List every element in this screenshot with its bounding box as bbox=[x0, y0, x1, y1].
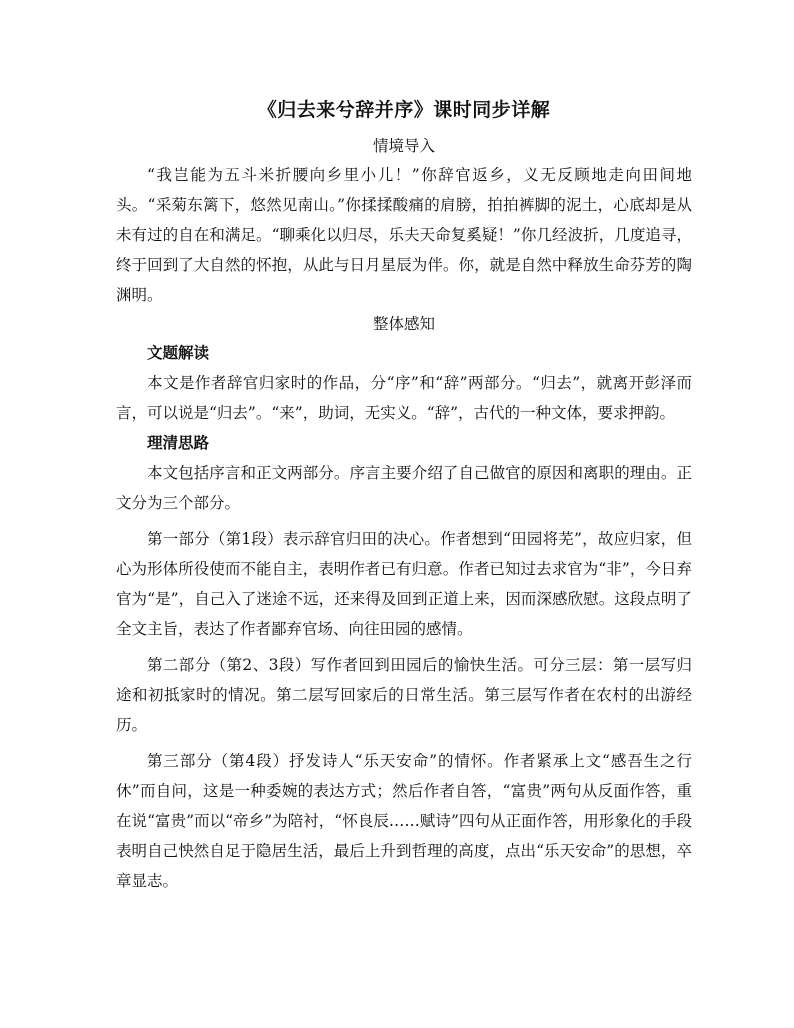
document-title: 《归去来兮辞并序》课时同步详解 bbox=[257, 99, 551, 121]
structure-paragraph-2: 第一部分（第1段）表示辞官归田的决心。作者想到“田园将芜”，故应归家，但心为形体所役使而不能自主，表明作者已有归意。作者已知过去求官为“非”，今日弃官为“是”，自己入了迷途不远，还来得及回到正道上来，因而深感欣慰。这段点明了全文主旨，表达了作者鄙弃官场、向往田园的感情。 bbox=[116, 530, 692, 638]
structure-paragraph-4: 第三部分（第4段）抒发诗人“乐天安命”的情怀。作者紧承上文“感吾生之行休”而自问，这是一种委婉的表达方式；然后作者自答，“富贵”两句从反面作答，重在说“富贵”而以“帝乡”为陪衬，“怀良辰……赋诗”四句从正面作答，用形象化的手段表明自己怏然自足于隐居生活，最后上升到哲理的高度，点出“乐天安命”的思想，卒章显志。 bbox=[116, 752, 692, 890]
structure-paragraph-1: 本文包括序言和正文两部分。序言主要介绍了自己做官的原因和离职的理由。正文分为三个部分。 bbox=[116, 464, 692, 512]
document-page bbox=[116, 96, 692, 896]
overview-heading: 整体感知 bbox=[372, 315, 435, 333]
structure-paragraph-3: 第二部分（第2、3段）写作者回到田园后的愉快生活。可分三层：第一层写归途和初抵家时的情况。第二层写回家后的日常生活。第三层写作者在农村的出游经历。 bbox=[116, 656, 692, 734]
structure-heading: 理清思路 bbox=[147, 433, 210, 452]
intro-heading: 情境导入 bbox=[372, 137, 435, 155]
title-explain-heading: 文题解读 bbox=[147, 343, 210, 362]
intro-paragraph: “我岂能为五斗米折腰向乡里小儿！”你辞官返乡，义无反顾地走向田间地头。“采菊东篱下，悠然见南山。”你揉揉酸痛的肩膀，拍拍裤脚的泥土，心底却是从未有过的自在和满足。“聊乘化以归尽，乐夫天命复奚疑！”你几经波折，几度追寻，终于回到了大自然的怀抱，从此与日月星辰为伴。你，就是自然中释放生命芬芳的陶渊明。 bbox=[116, 166, 692, 304]
title-explain-paragraph: 本文是作者辞官归家时的作品，分“序”和“辞”两部分。“归去”，就离开彭泽而言，可以说是“归去”。“来”，助词，无实义。“辞”，古代的一种文体，要求押韵。 bbox=[116, 374, 692, 422]
